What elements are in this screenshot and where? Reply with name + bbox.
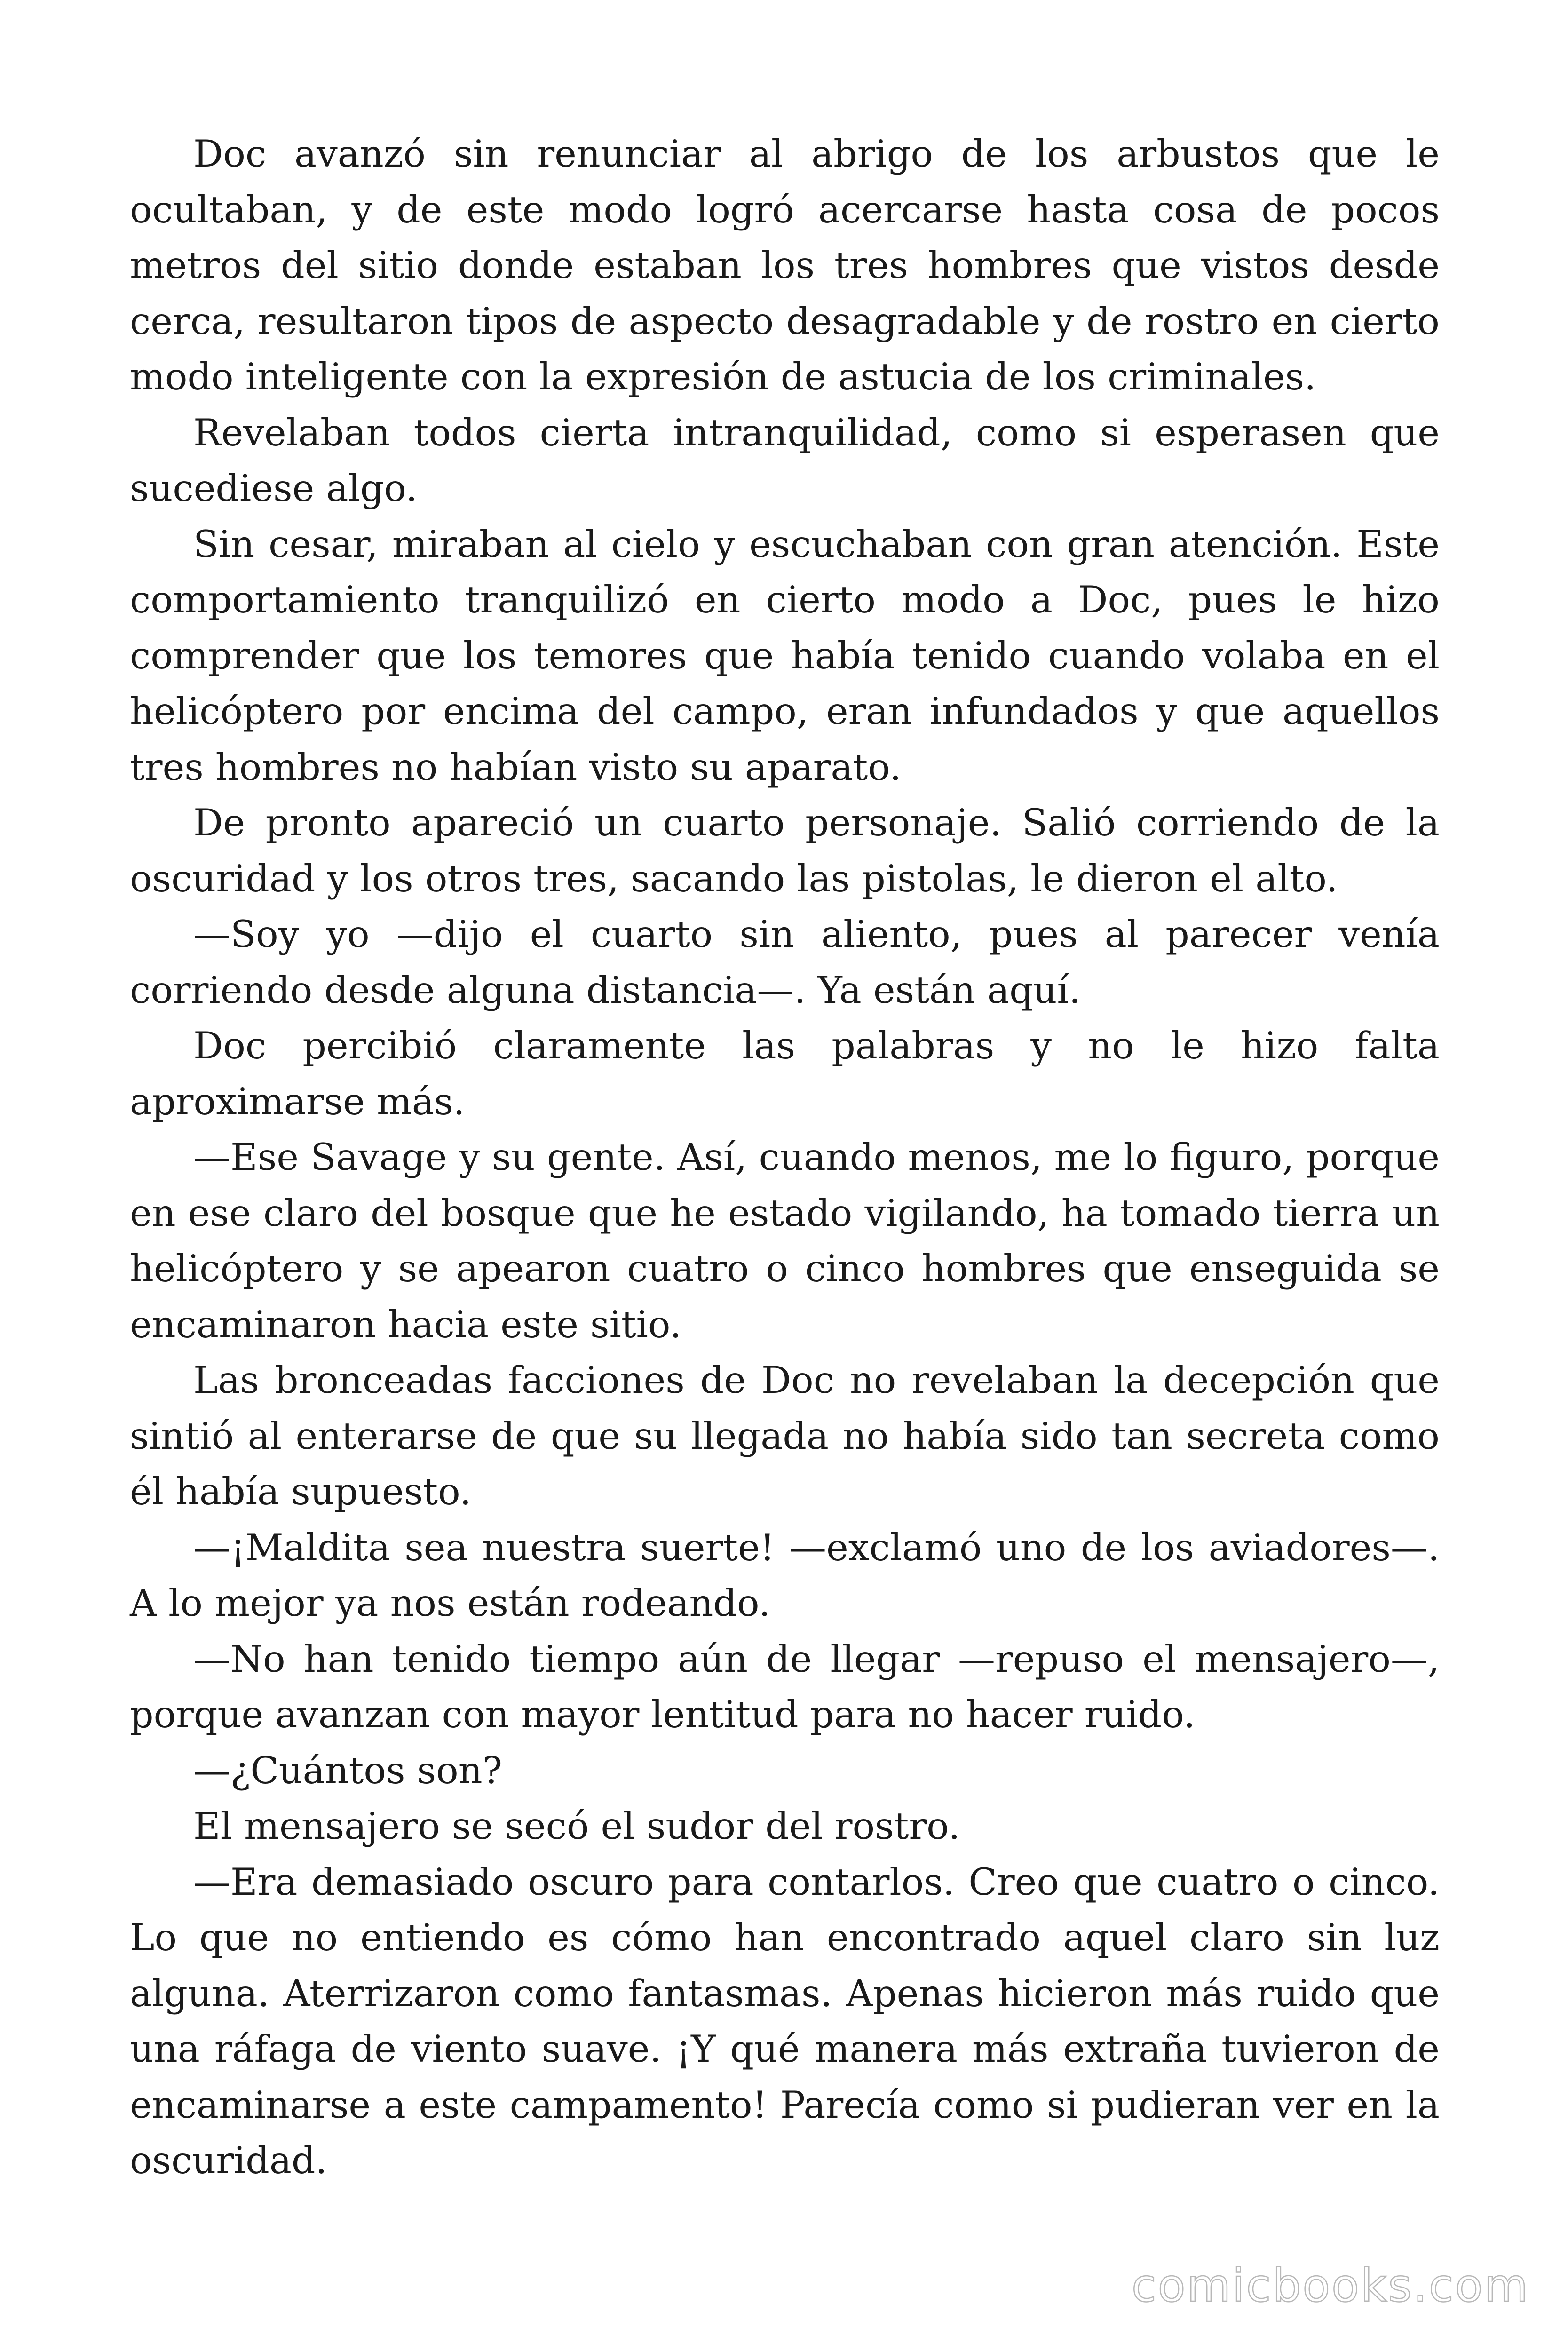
paragraph: Doc percibió claramente las palabras y no le hizo falta aproximarse más.: [130, 1024, 1440, 1123]
paragraph: De pronto apareció un cuarto personaje. Salió corriendo de la oscuridad y los otros tres, sacando las pistolas, le dieron el alto.: [130, 801, 1440, 900]
book-page-body: [130, 126, 1440, 2189]
paragraph: Las bronceadas facciones de Doc no revelaban la decepción que sintió al enterarse de que su llegada no había sido tan secreta como él había supuesto.: [130, 1359, 1440, 1513]
watermark: comicbooks.com: [1131, 2259, 1529, 2312]
paragraph: —Ese Savage y su gente. Así, cuando menos, me lo figuro, porque en ese claro del bosque que he estado vigilando, ha tomado tierra un helicóptero y se apearon cuatro o cinco hombres que enseguida se encaminaron hacia este sitio.: [130, 1136, 1440, 1346]
paragraph: —Era demasiado oscuro para contarlos. Creo que cuatro o cinco. Lo que no entiendo es cómo han encontrado aquel claro sin luz alguna. Aterrizaron como fantasmas. Apenas hicieron más ruido que una ráfaga de viento suave. ¡Y qué manera más extraña tuvieron de encaminarse a este campamento! Parecía como si pudieran ver en la oscuridad.: [130, 1860, 1440, 2182]
paragraph: Revelaban todos cierta intranquilidad, como si esperasen que sucediese algo.: [130, 411, 1440, 510]
paragraph: —¿Cuántos son?: [193, 1748, 502, 1792]
paragraph: —Soy yo —dijo el cuarto sin aliento, pues al parecer venía corriendo desde alguna distancia—. Ya están aquí.: [130, 913, 1440, 1012]
paragraph: Sin cesar, miraban al cielo y escuchaban con gran atención. Este comportamiento tranquilizó en cierto modo a Doc, pues le hizo comprender que los temores que había tenido cuando volaba en el helicóptero por encima del campo, eran infundados y que aquellos tres hombres no habían visto su aparato.: [130, 522, 1440, 789]
paragraph: —No han tenido tiempo aún de llegar —repuso el mensajero—, porque avanzan con mayor lentitud para no hacer ruido.: [130, 1637, 1440, 1736]
paragraph: El mensajero se secó el sudor del rostro.: [193, 1804, 960, 1848]
paragraph: Doc avanzó sin renunciar al abrigo de los arbustos que le ocultaban, y de este modo logró acercarse hasta cosa de pocos metros del sitio donde estaban los tres hombres que vistos desde cerca, resultaron tipos de aspecto desagradable y de rostro en cierto modo inteligente con la expresión de astucia de los criminales.: [130, 132, 1440, 398]
paragraph: —¡Maldita sea nuestra suerte! —exclamó uno de los aviadores—. A lo mejor ya nos están rodeando.: [130, 1526, 1440, 1625]
